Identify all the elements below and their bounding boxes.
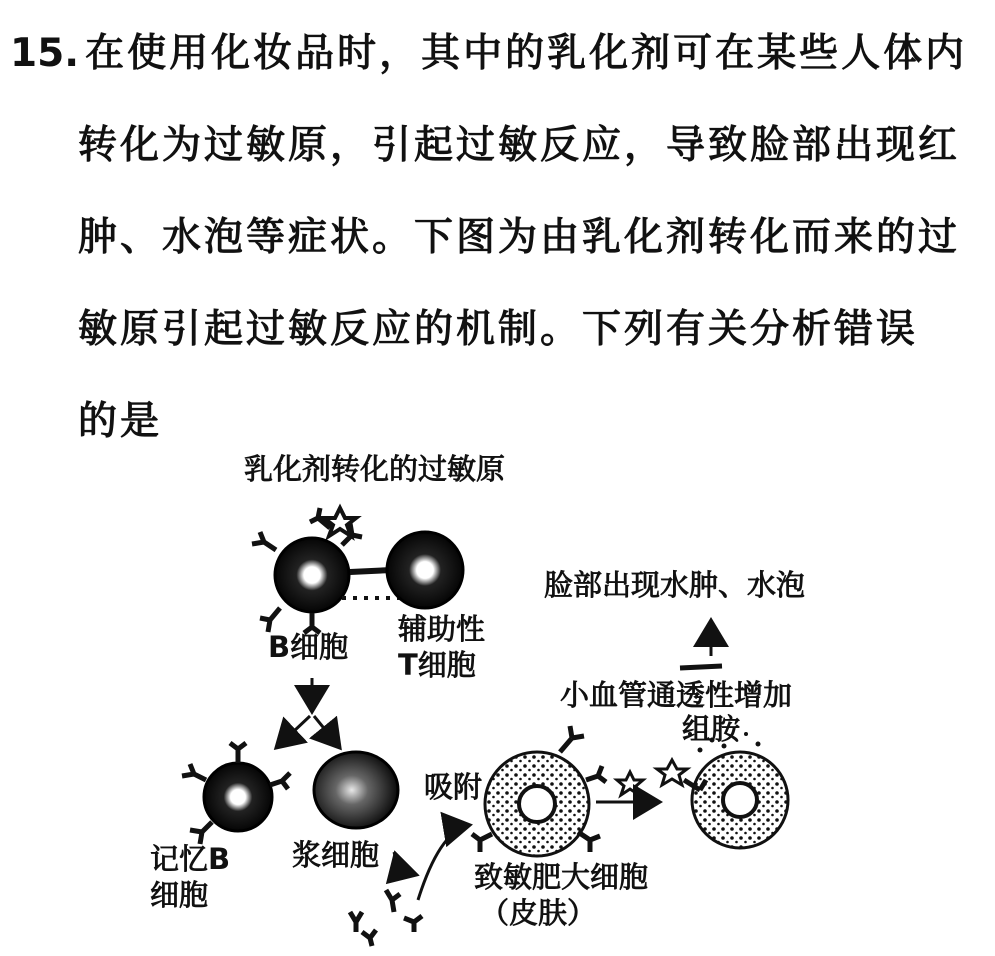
- activated-mast-cell-icon: [657, 732, 788, 848]
- question-stem: [10, 8, 985, 468]
- question-line-5: 的是: [78, 399, 163, 444]
- allergen-star-icon-2: [617, 772, 643, 795]
- label-adsorb: 吸附: [424, 770, 483, 804]
- label-plasma-cell: 浆细胞: [292, 838, 380, 872]
- label-mast-cell: 致敏肥大细胞: [474, 860, 649, 894]
- arrow-to-plasma: [314, 716, 340, 748]
- label-memory-b-line1: 记忆B: [150, 842, 231, 876]
- label-histamine: 组胺: [682, 712, 741, 746]
- plasma-cell-icon: [314, 752, 398, 828]
- question-line-4: 敏原引起过敏反应的机制。下列有关分析错误: [78, 307, 919, 352]
- label-vessel-permeability: 小血管通透性增加: [560, 678, 793, 712]
- arrow-to-memory: [276, 716, 310, 748]
- antibody-icon: [350, 890, 422, 946]
- bracket-mark: [680, 666, 722, 668]
- memory-b-cell-icon: [182, 743, 290, 844]
- allergy-mechanism-diagram: [0, 430, 995, 956]
- b-cell-icon: [252, 523, 362, 633]
- question-line-1: 15. 在使用化妆品时，其中的乳化剂可在某些人体内: [10, 31, 968, 76]
- arrow-plasma-antibody: [388, 852, 396, 882]
- label-face-symptom: 脸部出现水肿、水泡: [544, 568, 806, 602]
- question-number: 15.: [10, 31, 80, 76]
- label-helper-t-line1: 辅助性: [398, 612, 486, 646]
- question-line-2: 转化为过敏原，引起过敏反应，导致脸部出现红: [78, 123, 961, 168]
- label-memory-b-line2: 细胞: [150, 878, 209, 912]
- sensitized-mast-cell-icon: [472, 726, 606, 856]
- label-helper-t-line2: T细胞: [398, 648, 476, 682]
- helper-t-cell-icon: [387, 532, 463, 608]
- label-skin: （皮肤）: [480, 896, 597, 930]
- label-allergen: 乳化剂转化的过敏原: [244, 452, 506, 486]
- question-line-3: 肿、水泡等症状。下图为由乳化剂转化而来的过: [78, 215, 961, 260]
- arrow-antibody-to-mast: [418, 825, 470, 900]
- label-b-cell: B细胞: [268, 630, 349, 664]
